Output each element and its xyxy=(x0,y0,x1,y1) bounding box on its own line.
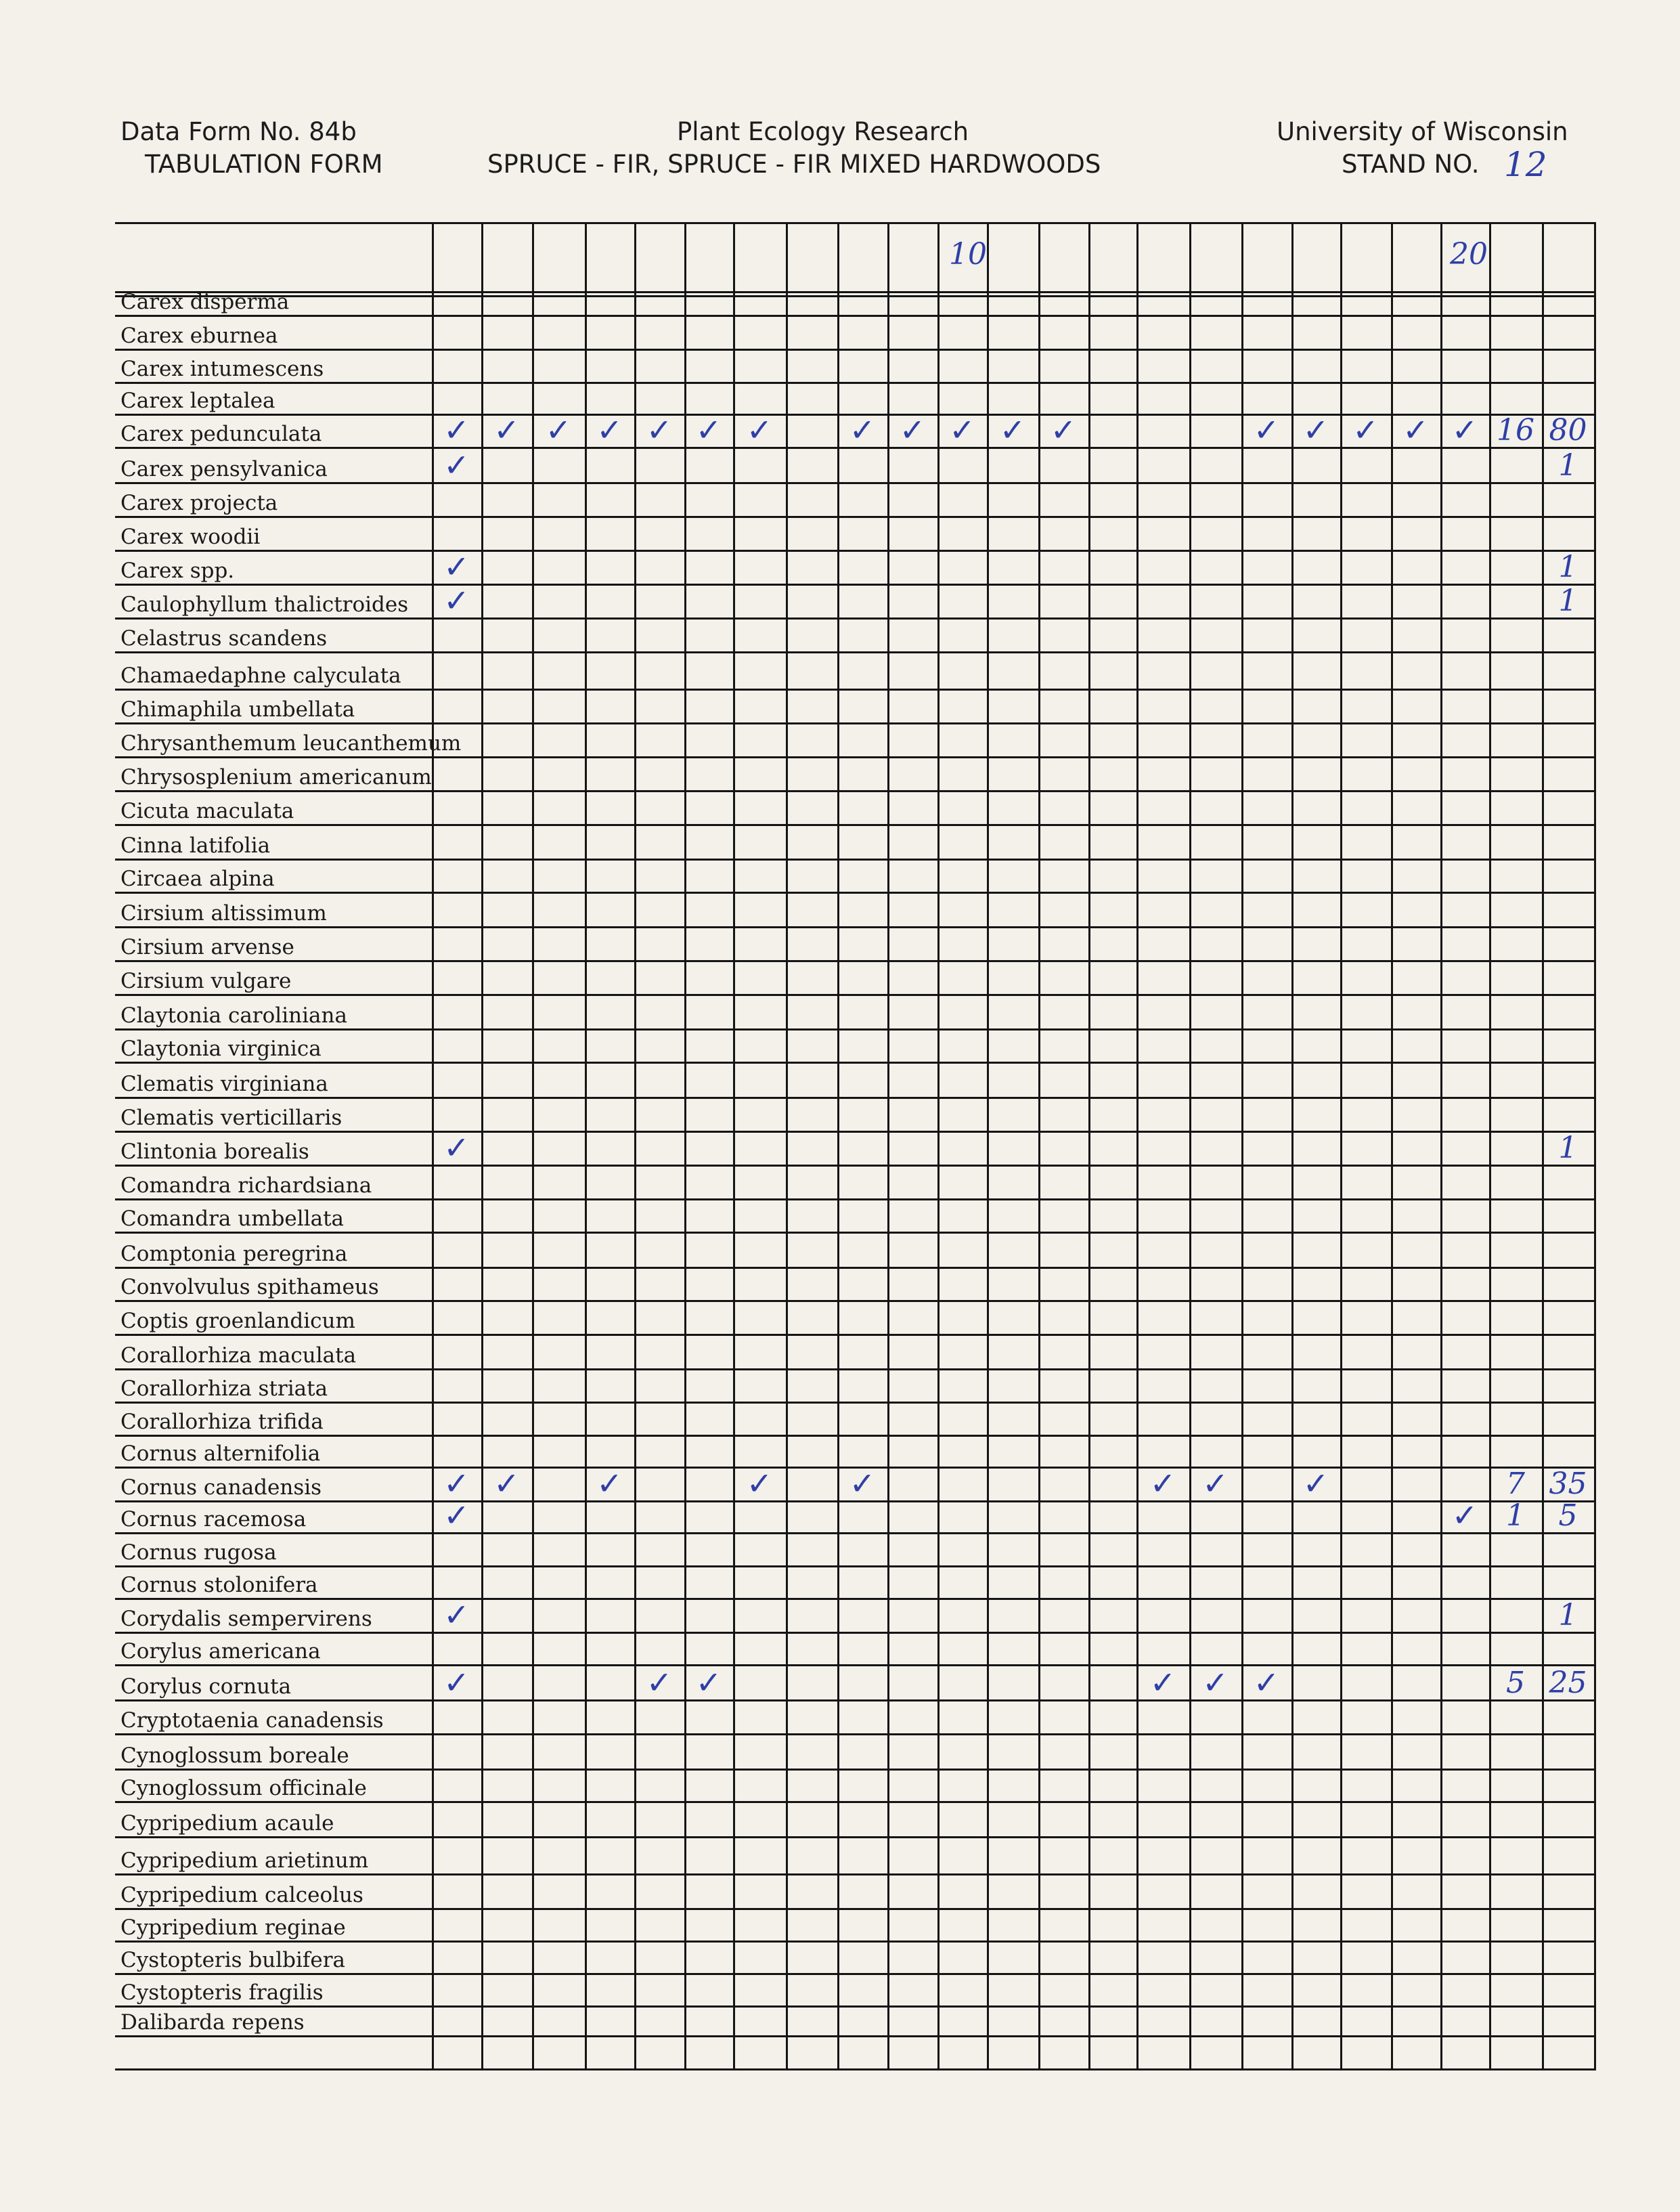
check-mark: ✓ xyxy=(849,412,876,448)
species-name: Cirsium altissimum xyxy=(120,901,327,926)
check-mark: ✓ xyxy=(1302,1465,1329,1502)
species-name: Cornus stolonifera xyxy=(120,1573,318,1597)
check-mark: ✓ xyxy=(949,412,975,448)
species-name: Cypripedium reginae xyxy=(120,1915,346,1940)
species-name: Convolvulus spithameus xyxy=(120,1275,379,1299)
check-mark: ✓ xyxy=(899,412,926,448)
check-mark: ✓ xyxy=(443,412,470,448)
species-name: Coptis groenlandicum xyxy=(120,1309,355,1333)
species-name: Cystopteris bulbifera xyxy=(120,1948,346,1972)
frequency-percent: 80 xyxy=(1549,413,1587,448)
species-name: Carex eburnea xyxy=(120,324,278,348)
check-mark: ✓ xyxy=(646,1664,673,1701)
species-name: Corallorhiza trifida xyxy=(120,1410,324,1434)
organization: Plant Ecology Research xyxy=(677,117,969,146)
frequency-percent: 5 xyxy=(1558,1498,1578,1533)
species-name: Chamaedaphne calyculata xyxy=(120,664,401,688)
stand-label: STAND NO. xyxy=(1342,150,1480,179)
species-name: Clematis verticillaris xyxy=(120,1106,342,1130)
species-name: Claytonia caroliniana xyxy=(120,1003,347,1028)
check-mark: ✓ xyxy=(746,1465,773,1502)
check-mark: ✓ xyxy=(1050,412,1077,448)
species-name: Carex spp. xyxy=(120,559,235,583)
species-name: Carex disperma xyxy=(120,290,290,314)
species-name: Corydalis sempervirens xyxy=(120,1607,372,1631)
species-name: Cynoglossum boreale xyxy=(120,1743,349,1768)
species-name: Carex leptalea xyxy=(120,389,275,413)
species-name: Cirsium arvense xyxy=(120,935,294,959)
species-name: Cornus rugosa xyxy=(120,1540,277,1565)
species-name: Cryptotaenia canadensis xyxy=(120,1708,384,1733)
frequency-percent: 35 xyxy=(1549,1467,1587,1501)
check-mark: ✓ xyxy=(1202,1465,1229,1502)
species-name: Cornus alternifolia xyxy=(120,1441,321,1466)
species-name: Cinna latifolia xyxy=(120,833,271,858)
species-name: Clematis virginiana xyxy=(120,1072,328,1096)
species-name: Celastrus scandens xyxy=(120,626,328,651)
form-number: Data Form No. 84b xyxy=(120,117,357,146)
species-name: Corallorhiza maculata xyxy=(120,1343,357,1368)
species-name: Chimaphila umbellata xyxy=(120,697,355,722)
form-type: TABULATION FORM xyxy=(145,150,383,179)
check-mark: ✓ xyxy=(1402,412,1429,448)
species-name: Caulophyllum thalictroides xyxy=(120,592,409,617)
check-mark: ✓ xyxy=(596,1465,623,1502)
check-mark: ✓ xyxy=(1451,412,1478,448)
check-mark: ✓ xyxy=(1149,1664,1176,1701)
frequency-count: 16 xyxy=(1497,413,1534,448)
university: University of Wisconsin xyxy=(1277,117,1568,146)
species-name: Comptonia peregrina xyxy=(120,1242,348,1266)
species-name: Chrysanthemum leucanthemum xyxy=(120,731,462,756)
check-mark: ✓ xyxy=(695,412,722,448)
species-name: Cynoglossum officinale xyxy=(120,1776,367,1800)
species-name: Carex pedunculata xyxy=(120,422,322,446)
species-name: Carex intumescens xyxy=(120,357,324,381)
check-mark: ✓ xyxy=(1302,412,1329,448)
species-name: Corylus americana xyxy=(120,1639,321,1664)
check-mark: ✓ xyxy=(443,582,470,619)
species-name: Clintonia borealis xyxy=(120,1140,309,1164)
check-mark: ✓ xyxy=(695,1664,722,1701)
check-mark: ✓ xyxy=(443,1497,470,1534)
check-mark: ✓ xyxy=(596,412,623,448)
species-name: Cypripedium calceolus xyxy=(120,1883,363,1907)
species-name: Carex pensylvanica xyxy=(120,457,328,481)
check-mark: ✓ xyxy=(443,548,470,585)
check-mark: ✓ xyxy=(443,447,470,483)
frequency-count: 5 xyxy=(1506,1666,1525,1700)
species-name: Cypripedium acaule xyxy=(120,1811,334,1836)
species-name: Cystopteris fragilis xyxy=(120,1980,324,2005)
species-name: Carex projecta xyxy=(120,491,278,515)
species-name: Corallorhiza striata xyxy=(120,1376,328,1401)
check-mark: ✓ xyxy=(1149,1465,1176,1502)
column-marker-20: 20 xyxy=(1450,237,1488,272)
species-name: Cypripedium arietinum xyxy=(120,1848,369,1873)
species-name: Dalibarda repens xyxy=(120,2010,305,2035)
check-mark: ✓ xyxy=(1352,412,1379,448)
frequency-percent: 1 xyxy=(1558,584,1578,618)
check-mark: ✓ xyxy=(443,1597,470,1633)
check-mark: ✓ xyxy=(1451,1497,1478,1534)
species-name: Corylus cornuta xyxy=(120,1674,292,1699)
species-name: Cornus canadensis xyxy=(120,1475,322,1500)
check-mark: ✓ xyxy=(646,412,673,448)
species-name: Cirsium vulgare xyxy=(120,969,292,993)
check-mark: ✓ xyxy=(493,412,520,448)
stand-number: 12 xyxy=(1504,145,1547,184)
species-name: Comandra umbellata xyxy=(120,1207,345,1231)
frequency-count: 7 xyxy=(1506,1467,1525,1501)
frequency-percent: 1 xyxy=(1558,550,1578,584)
species-name: Claytonia virginica xyxy=(120,1037,322,1061)
check-mark: ✓ xyxy=(1253,412,1280,448)
frequency-percent: 1 xyxy=(1558,1598,1578,1632)
column-marker-10: 10 xyxy=(949,237,987,272)
check-mark: ✓ xyxy=(1253,1664,1280,1701)
species-name: Comandra richardsiana xyxy=(120,1173,372,1198)
check-mark: ✓ xyxy=(443,1465,470,1502)
check-mark: ✓ xyxy=(999,412,1026,448)
check-mark: ✓ xyxy=(493,1465,520,1502)
check-mark: ✓ xyxy=(443,1664,470,1701)
frequency-percent: 25 xyxy=(1549,1666,1587,1700)
check-mark: ✓ xyxy=(1202,1664,1229,1701)
check-mark: ✓ xyxy=(849,1465,876,1502)
check-mark: ✓ xyxy=(443,1129,470,1166)
frequency-percent: 1 xyxy=(1558,1131,1578,1165)
forest-type-title: SPRUCE - FIR, SPRUCE - FIR MIXED HARDWOODS xyxy=(487,150,1101,179)
species-name: Carex woodii xyxy=(120,525,261,549)
frequency-count: 1 xyxy=(1506,1498,1525,1533)
species-name: Cornus racemosa xyxy=(120,1507,307,1532)
species-name: Circaea alpina xyxy=(120,867,275,891)
species-name: Chrysosplenium americanum xyxy=(120,765,432,789)
species-name: Cicuta maculata xyxy=(120,799,294,823)
check-mark: ✓ xyxy=(746,412,773,448)
check-mark: ✓ xyxy=(545,412,572,448)
frequency-percent: 1 xyxy=(1558,448,1578,483)
